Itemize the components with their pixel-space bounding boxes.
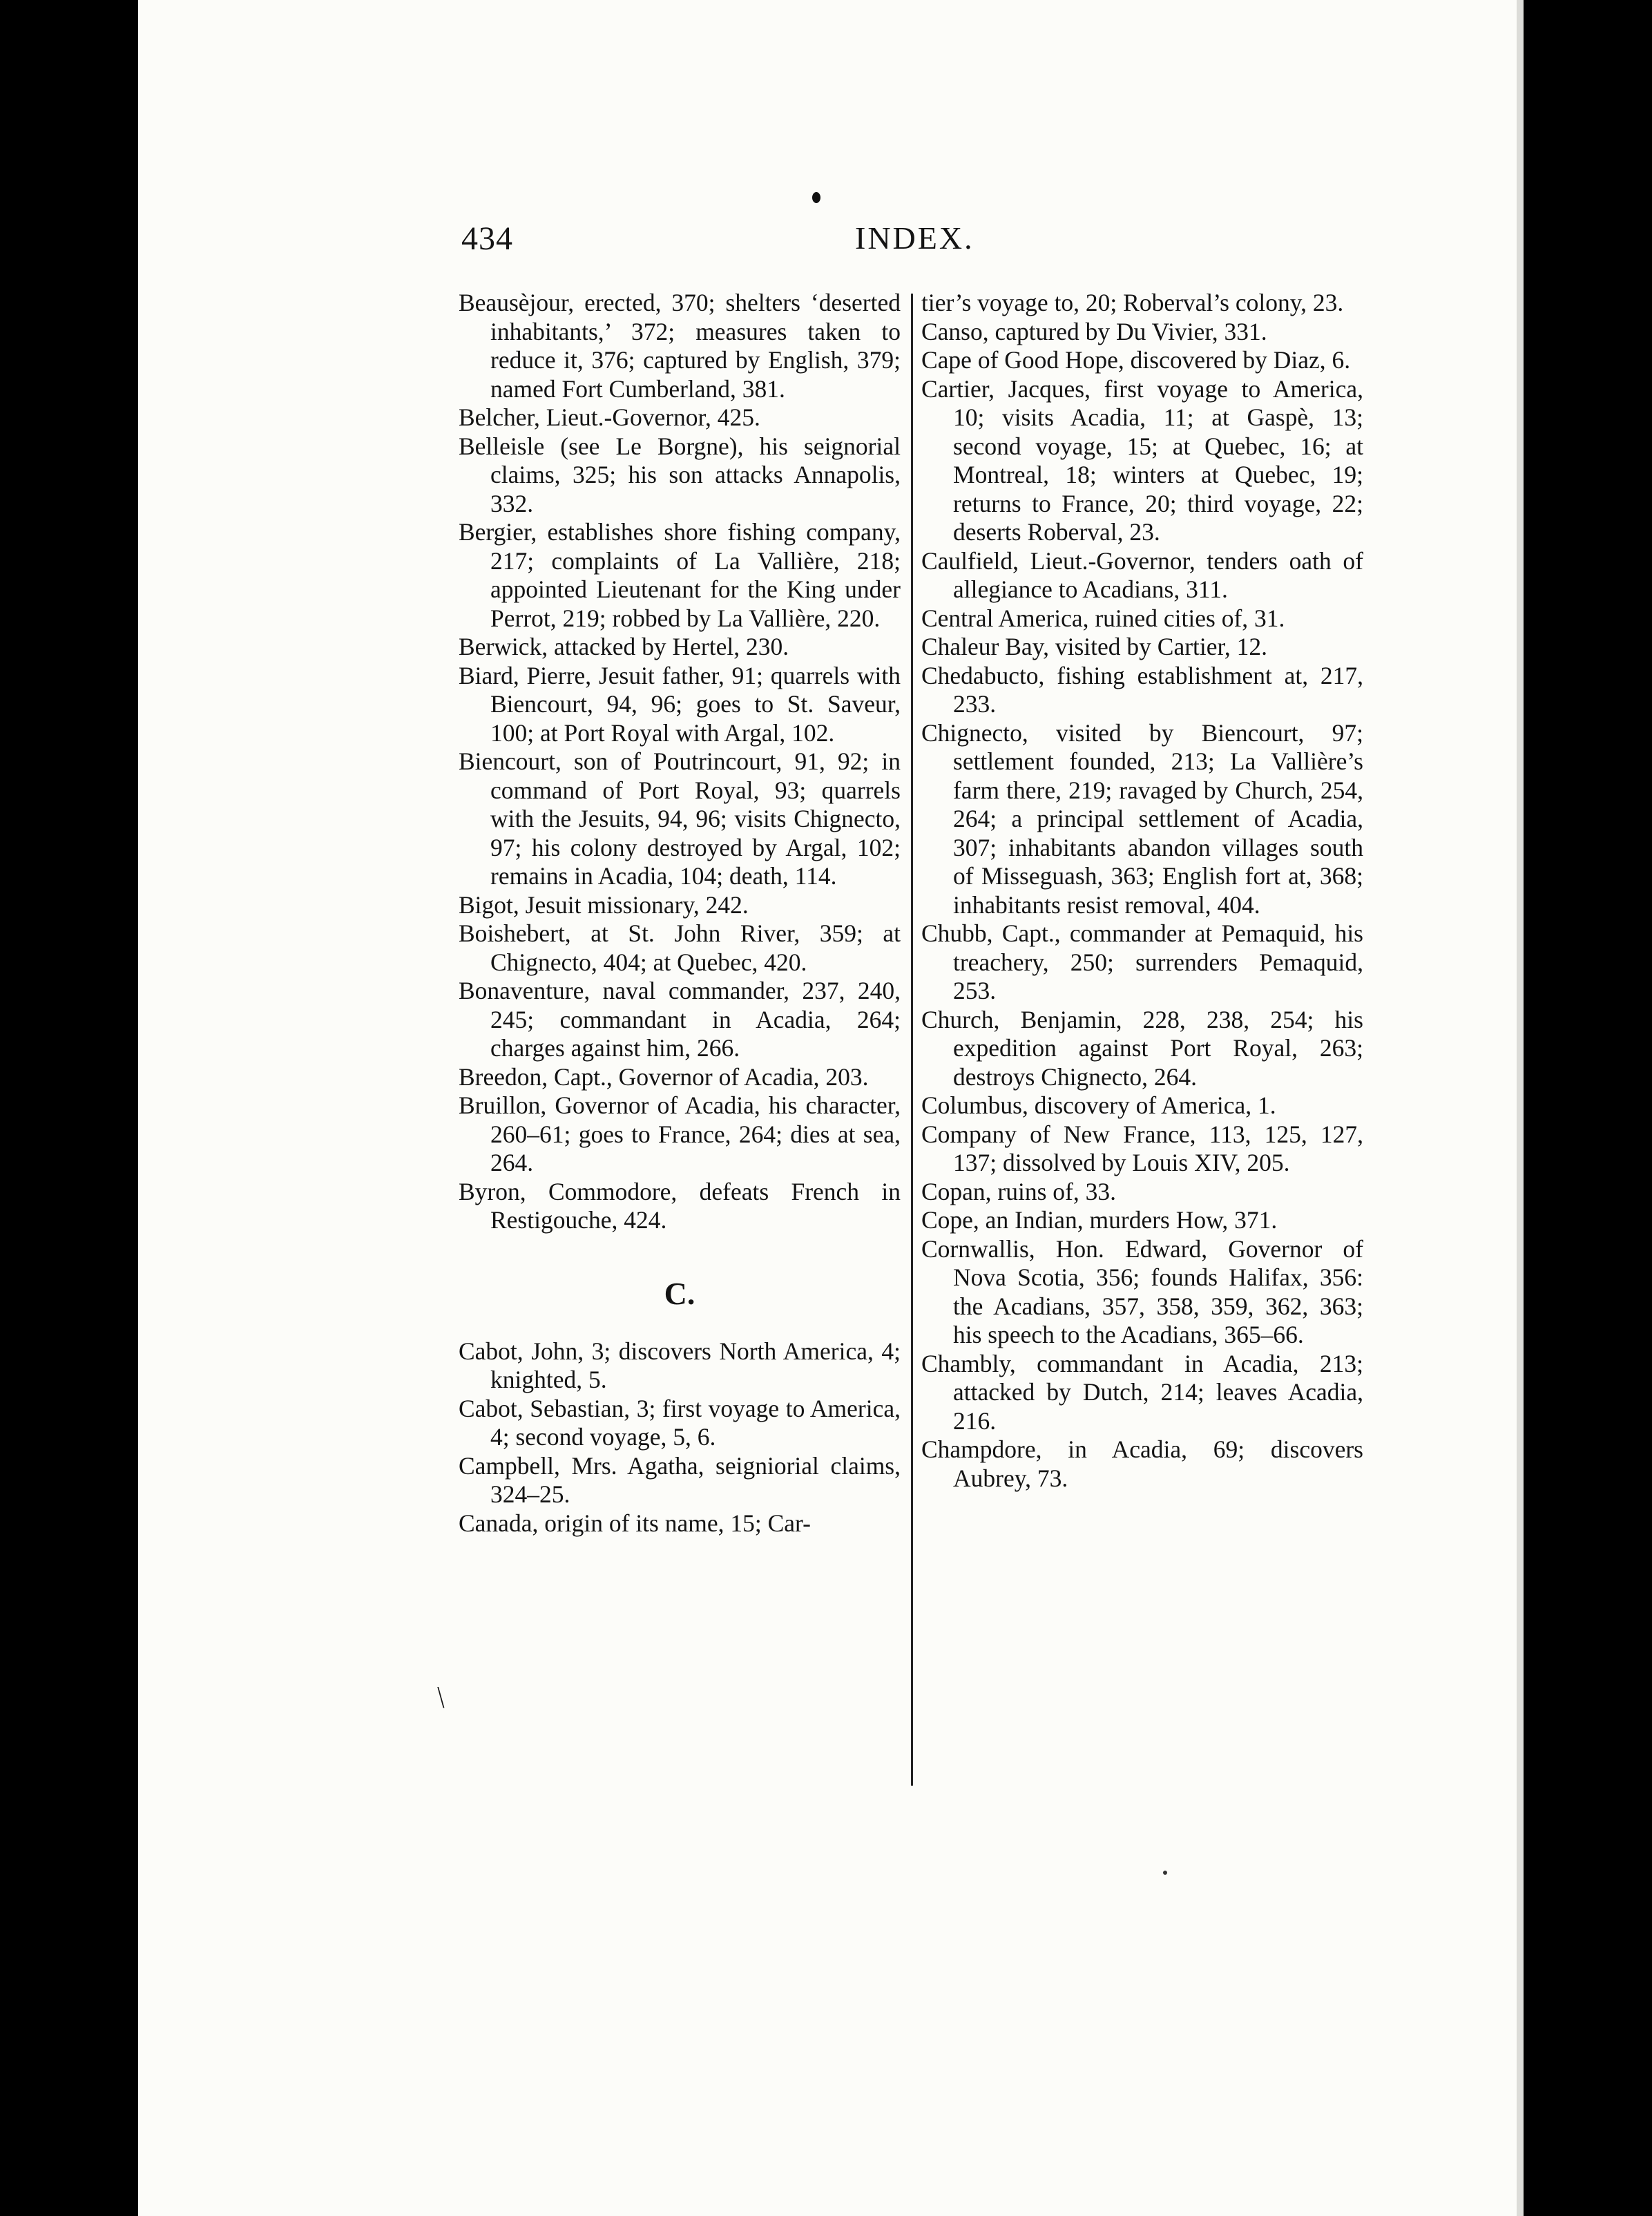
index-entry: Chubb, Capt., commander at Pemaquid, his treachery, 250; surrenders Pemaquid, 253. [921, 919, 1363, 1004]
index-entry: Canada, origin of its name, 15; Car- [459, 1509, 811, 1537]
index-entry: Berwick, attacked by Hertel, 230. [459, 633, 789, 660]
page-header [459, 220, 1374, 268]
index-entry: Cartier, Jacques, first voyage to America, 10; visits Acadia, 11; at Gaspè, 13; second voyage, 15; at Quebec, 16; at Montreal, 18; winters at Quebec, 19; returns to France, 20; third voyage, 22; deserts Roberval, 23. [921, 374, 1363, 546]
index-column-right [921, 289, 1363, 1493]
scan-border-right [1517, 0, 1652, 2216]
index-column-left [459, 289, 901, 1538]
index-entry: Copan, ruins of, 33. [921, 1177, 1117, 1205]
index-entry: Champdore, in Acadia, 69; discovers Aubrey, 73. [921, 1435, 1363, 1492]
section-letter-heading: C. [664, 1275, 695, 1311]
index-entry: Canso, captured by Du Vivier, 331. [921, 317, 1267, 345]
ink-dot [812, 192, 820, 203]
index-entry: Cabot, John, 3; discovers North America, 4; knighted, 5. [459, 1337, 901, 1393]
index-entry: Caulfield, Lieut.-Governor, tenders oath of allegiance to Acadians, 311. [921, 546, 1363, 603]
index-entry: Belcher, Lieut.-Governor, 425. [459, 403, 760, 431]
index-entry: Chedabucto, fishing establishment at, 217, 233. [921, 661, 1363, 718]
index-entry: Bonaventure, naval commander, 237, 240, 245; commandant in Acadia, 264; charges against him, 266. [459, 977, 901, 1062]
index-entry: Bergier, establishes shore fishing company, 217; complaints of La Vallière, 218; appointed Lieutenant for the King under Perrot, 219; robbed by La Vallière, 220. [459, 518, 901, 632]
index-entry: Cape of Good Hope, discovered by Diaz, 6. [921, 346, 1351, 374]
index-entry: Belleisle (see Le Borgne), his seignorial claims, 325; his son attacks Annapolis, 332. [459, 432, 901, 517]
index-entry: Bruillon, Governor of Acadia, his character, 260–61; goes to France, 264; dies at sea, 264. [459, 1091, 901, 1176]
index-entry: Columbus, discovery of America, 1. [921, 1091, 1276, 1119]
index-entry: Company of New France, 113, 125, 127, 137; dissolved by Louis XIV, 205. [921, 1120, 1363, 1176]
index-entry: Chaleur Bay, visited by Cartier, 12. [921, 633, 1268, 660]
running-head: INDEX. [855, 220, 974, 256]
index-entry: Beausèjour, erected, 370; shelters ‘deserted inhabitants,’ 372; measures taken to reduce it, 376; captured by English, 379; named Fort Cumberland, 381. [459, 289, 901, 403]
index-entry: tier’s voyage to, 20; Roberval’s colony, 23. [921, 289, 1344, 316]
index-entry: Chambly, commandant in Acadia, 213; attacked by Dutch, 214; leaves Acadia, 216. [921, 1349, 1363, 1435]
handwritten-margin-mark: \ [437, 1679, 445, 1714]
index-entry: Chignecto, visited by Biencourt, 97; settlement founded, 213; La Vallière’s farm there, 219; ravaged by Church, 254, 264; a principal settlement of Acadia, 307; inhabitants abandon villages south of Misseguash, 363; English fort at, 368; inhabitants resist removal, 404. [921, 718, 1363, 919]
index-entry: Central America, ruined cities of, 31. [921, 604, 1285, 632]
index-entry: Church, Benjamin, 228, 238, 254; his expedition against Port Royal, 263; destroys Chignecto, 264. [921, 1005, 1363, 1091]
index-entry: Cope, an Indian, murders How, 371. [921, 1206, 1278, 1234]
index-entry: Biard, Pierre, Jesuit father, 91; quarrels with Biencourt, 94, 96; goes to St. Saveur, 100; at Port Royal with Argal, 102. [459, 661, 901, 747]
page-number: 434 [461, 220, 513, 257]
index-entry: Bigot, Jesuit missionary, 242. [459, 890, 749, 919]
ink-speck [1163, 1871, 1167, 1875]
index-entry: Biencourt, son of Poutrincourt, 91, 92; in command of Port Royal, 93; quarrels with the Jesuits, 94, 96; visits Chignecto, 97; his colony destroyed by Argal, 102; remains in Acadia, 104; death, 114. [459, 747, 901, 890]
index-entry: Cornwallis, Hon. Edward, Governor of Nova Scotia, 356; founds Halifax, 356: the Acadians, 357, 358, 359, 362, 363; his speech to the Acadians, 365–66. [921, 1234, 1363, 1348]
scan-border-left [0, 0, 138, 2216]
column-divider-rule [911, 294, 913, 1786]
index-entry: Boishebert, at St. John River, 359; at Chignecto, 404; at Quebec, 420. [459, 919, 901, 976]
index-entry: Breedon, Capt., Governor of Acadia, 203. [459, 1062, 869, 1091]
index-entry: Cabot, Sebastian, 3; first voyage to America, 4; second voyage, 5, 6. [459, 1394, 901, 1451]
page-edge-gap [1517, 0, 1524, 2216]
index-entry: Campbell, Mrs. Agatha, seigniorial claims, 324–25. [459, 1451, 901, 1508]
index-entry: Byron, Commodore, defeats French in Restigouche, 424. [459, 1177, 901, 1234]
